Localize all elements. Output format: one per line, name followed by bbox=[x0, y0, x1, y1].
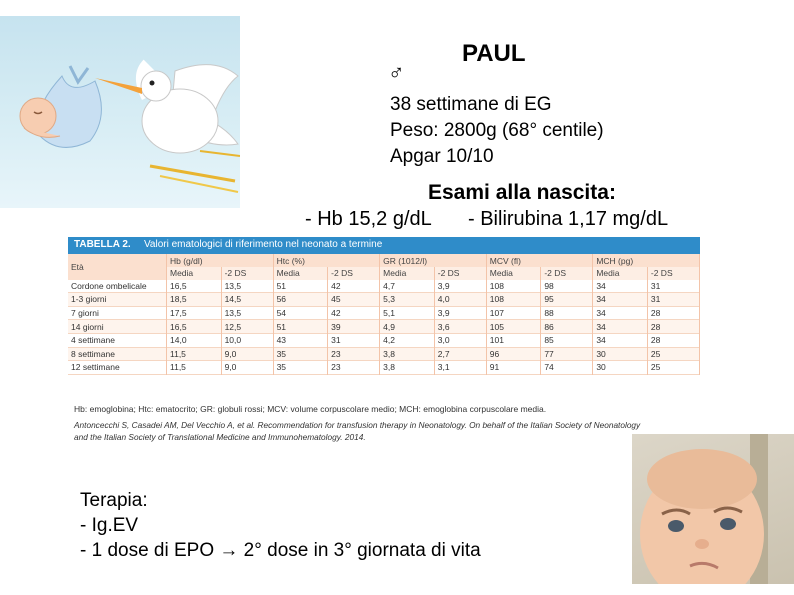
age-cell: 1-3 giorni bbox=[68, 293, 167, 307]
value-cell: 13,5 bbox=[221, 280, 273, 293]
sub-header: -2 DS bbox=[221, 267, 273, 280]
value-cell: 3,8 bbox=[380, 347, 435, 361]
value-cell: 4,0 bbox=[434, 293, 486, 307]
apgar-score: Apgar 10/10 bbox=[390, 146, 494, 167]
age-cell: 7 giorni bbox=[68, 306, 167, 320]
value-cell: 3,9 bbox=[434, 280, 486, 293]
value-cell: 42 bbox=[328, 280, 380, 293]
age-cell: Cordone ombelicale bbox=[68, 280, 167, 293]
value-cell: 107 bbox=[486, 306, 541, 320]
therapy-item: - 1 dose di EPO → 2° dose in 3° giornata di vita bbox=[80, 540, 481, 561]
value-cell: 9,0 bbox=[221, 347, 273, 361]
value-cell: 108 bbox=[486, 280, 541, 293]
table-row bbox=[68, 361, 700, 375]
value-cell: 101 bbox=[486, 333, 541, 347]
value-cell: 74 bbox=[541, 361, 593, 375]
age-cell: 4 settimane bbox=[68, 333, 167, 347]
table-header-bar bbox=[68, 237, 700, 254]
exam-hb: - Hb 15,2 g/dL bbox=[305, 208, 432, 230]
value-cell: 3,1 bbox=[434, 361, 486, 375]
value-cell: 77 bbox=[541, 347, 593, 361]
table-reference: Antoncecchi S, Casadei AM, Del Vecchio A, et al. Recommendation for transfusion therapy in Neonatology. On behalf of the Italian Society of Neonatology bbox=[74, 420, 641, 430]
value-cell: 14,5 bbox=[221, 293, 273, 307]
value-cell: 56 bbox=[273, 293, 328, 307]
value-cell: 25 bbox=[647, 347, 699, 361]
value-cell: 54 bbox=[273, 306, 328, 320]
sub-header: -2 DS bbox=[328, 267, 380, 280]
value-cell: 16,5 bbox=[167, 280, 222, 293]
value-cell: 3,8 bbox=[380, 361, 435, 375]
sub-header: Media bbox=[593, 267, 648, 280]
value-cell: 30 bbox=[593, 347, 648, 361]
value-cell: 4,2 bbox=[380, 333, 435, 347]
value-cell: 98 bbox=[541, 280, 593, 293]
skeptical-baby-photo bbox=[632, 434, 794, 595]
value-cell: 14,0 bbox=[167, 333, 222, 347]
value-cell: 35 bbox=[273, 361, 328, 375]
exam-bilirubin: - Bilirubina 1,17 mg/dL bbox=[468, 208, 669, 230]
value-cell: 3,9 bbox=[434, 306, 486, 320]
value-cell: 42 bbox=[328, 306, 380, 320]
age-cell: 12 settimane bbox=[68, 361, 167, 375]
gestational-age: 38 settimane di EG bbox=[390, 94, 552, 115]
value-cell: 34 bbox=[593, 333, 648, 347]
table-label: TABELLA 2. bbox=[74, 239, 131, 250]
value-cell: 23 bbox=[328, 361, 380, 375]
value-cell: 3,0 bbox=[434, 333, 486, 347]
patient-name: PAUL bbox=[462, 40, 526, 67]
value-cell: 91 bbox=[486, 361, 541, 375]
value-cell: 12,5 bbox=[221, 320, 273, 334]
value-cell: 31 bbox=[647, 293, 699, 307]
table-row bbox=[68, 280, 700, 293]
value-cell: 23 bbox=[328, 347, 380, 361]
value-cell: 34 bbox=[593, 320, 648, 334]
value-cell: 5,1 bbox=[380, 306, 435, 320]
value-cell: 4,9 bbox=[380, 320, 435, 334]
value-cell: 35 bbox=[273, 347, 328, 361]
value-cell: 105 bbox=[486, 320, 541, 334]
reference-values-table bbox=[68, 254, 700, 375]
value-cell: 18,5 bbox=[167, 293, 222, 307]
value-cell: 43 bbox=[273, 333, 328, 347]
stork-illustration bbox=[0, 16, 240, 208]
value-cell: 28 bbox=[647, 333, 699, 347]
sub-header: Media bbox=[167, 267, 222, 280]
value-cell: 34 bbox=[593, 306, 648, 320]
value-cell: 45 bbox=[328, 293, 380, 307]
table-row bbox=[68, 320, 700, 334]
table-row bbox=[68, 306, 700, 320]
value-cell: 108 bbox=[486, 293, 541, 307]
table-row bbox=[68, 293, 700, 307]
birth-weight: Peso: 2800g (68° centile) bbox=[390, 120, 604, 141]
value-cell: 34 bbox=[593, 293, 648, 307]
baby-face-icon bbox=[632, 434, 794, 595]
group-header: Htc (%) bbox=[273, 254, 380, 267]
value-cell: 2,7 bbox=[434, 347, 486, 361]
exams-title: Esami alla nascita: bbox=[428, 181, 616, 204]
age-cell: 14 giorni bbox=[68, 320, 167, 334]
therapy-title: Terapia: bbox=[80, 490, 148, 511]
value-cell: 11,5 bbox=[167, 347, 222, 361]
age-column-header: Età bbox=[68, 254, 167, 280]
stork-carrying-baby-icon bbox=[0, 16, 240, 208]
value-cell: 3,6 bbox=[434, 320, 486, 334]
value-cell: 51 bbox=[273, 280, 328, 293]
value-cell: 30 bbox=[593, 361, 648, 375]
value-cell: 86 bbox=[541, 320, 593, 334]
value-cell: 88 bbox=[541, 306, 593, 320]
value-cell: 25 bbox=[647, 361, 699, 375]
table-row bbox=[68, 347, 700, 361]
value-cell: 95 bbox=[541, 293, 593, 307]
value-cell: 85 bbox=[541, 333, 593, 347]
value-cell: 10,0 bbox=[221, 333, 273, 347]
sub-header: -2 DS bbox=[647, 267, 699, 280]
value-cell: 96 bbox=[486, 347, 541, 361]
value-cell: 17,5 bbox=[167, 306, 222, 320]
sub-header: Media bbox=[380, 267, 435, 280]
table-legend: Hb: emoglobina; Htc: ematocrito; GR: globuli rossi; MCV: volume corpuscolare medio; MCH: emoglobina corpuscolare media. bbox=[74, 404, 547, 414]
value-cell: 39 bbox=[328, 320, 380, 334]
value-cell: 31 bbox=[647, 280, 699, 293]
sub-header: -2 DS bbox=[541, 267, 593, 280]
value-cell: 11,5 bbox=[167, 361, 222, 375]
therapy-section bbox=[80, 488, 481, 563]
value-cell: 28 bbox=[647, 320, 699, 334]
value-cell: 4,7 bbox=[380, 280, 435, 293]
value-cell: 51 bbox=[273, 320, 328, 334]
group-header: MCV (fl) bbox=[486, 254, 593, 267]
table-reference-continued: and the Italian Society of Translational Medicine and Immunohematology. 2014. bbox=[74, 432, 366, 442]
value-cell: 16,5 bbox=[167, 320, 222, 334]
hematology-reference-table bbox=[68, 237, 700, 447]
sub-header: Media bbox=[273, 267, 328, 280]
value-cell: 13,5 bbox=[221, 306, 273, 320]
value-cell: 31 bbox=[328, 333, 380, 347]
table-caption: Valori ematologici di riferimento nel neonato a termine bbox=[144, 239, 383, 250]
group-header: GR (1012/l) bbox=[380, 254, 487, 267]
value-cell: 9,0 bbox=[221, 361, 273, 375]
value-cell: 5,3 bbox=[380, 293, 435, 307]
male-symbol-icon: ♂ bbox=[388, 60, 405, 85]
therapy-item: - Ig.EV bbox=[80, 515, 139, 536]
value-cell: 28 bbox=[647, 306, 699, 320]
value-cell: 34 bbox=[593, 280, 648, 293]
group-header: Hb (g/dl) bbox=[167, 254, 274, 267]
group-header: MCH (pg) bbox=[593, 254, 700, 267]
sub-header: -2 DS bbox=[434, 267, 486, 280]
table-row bbox=[68, 333, 700, 347]
sub-header: Media bbox=[486, 267, 541, 280]
age-cell: 8 settimane bbox=[68, 347, 167, 361]
